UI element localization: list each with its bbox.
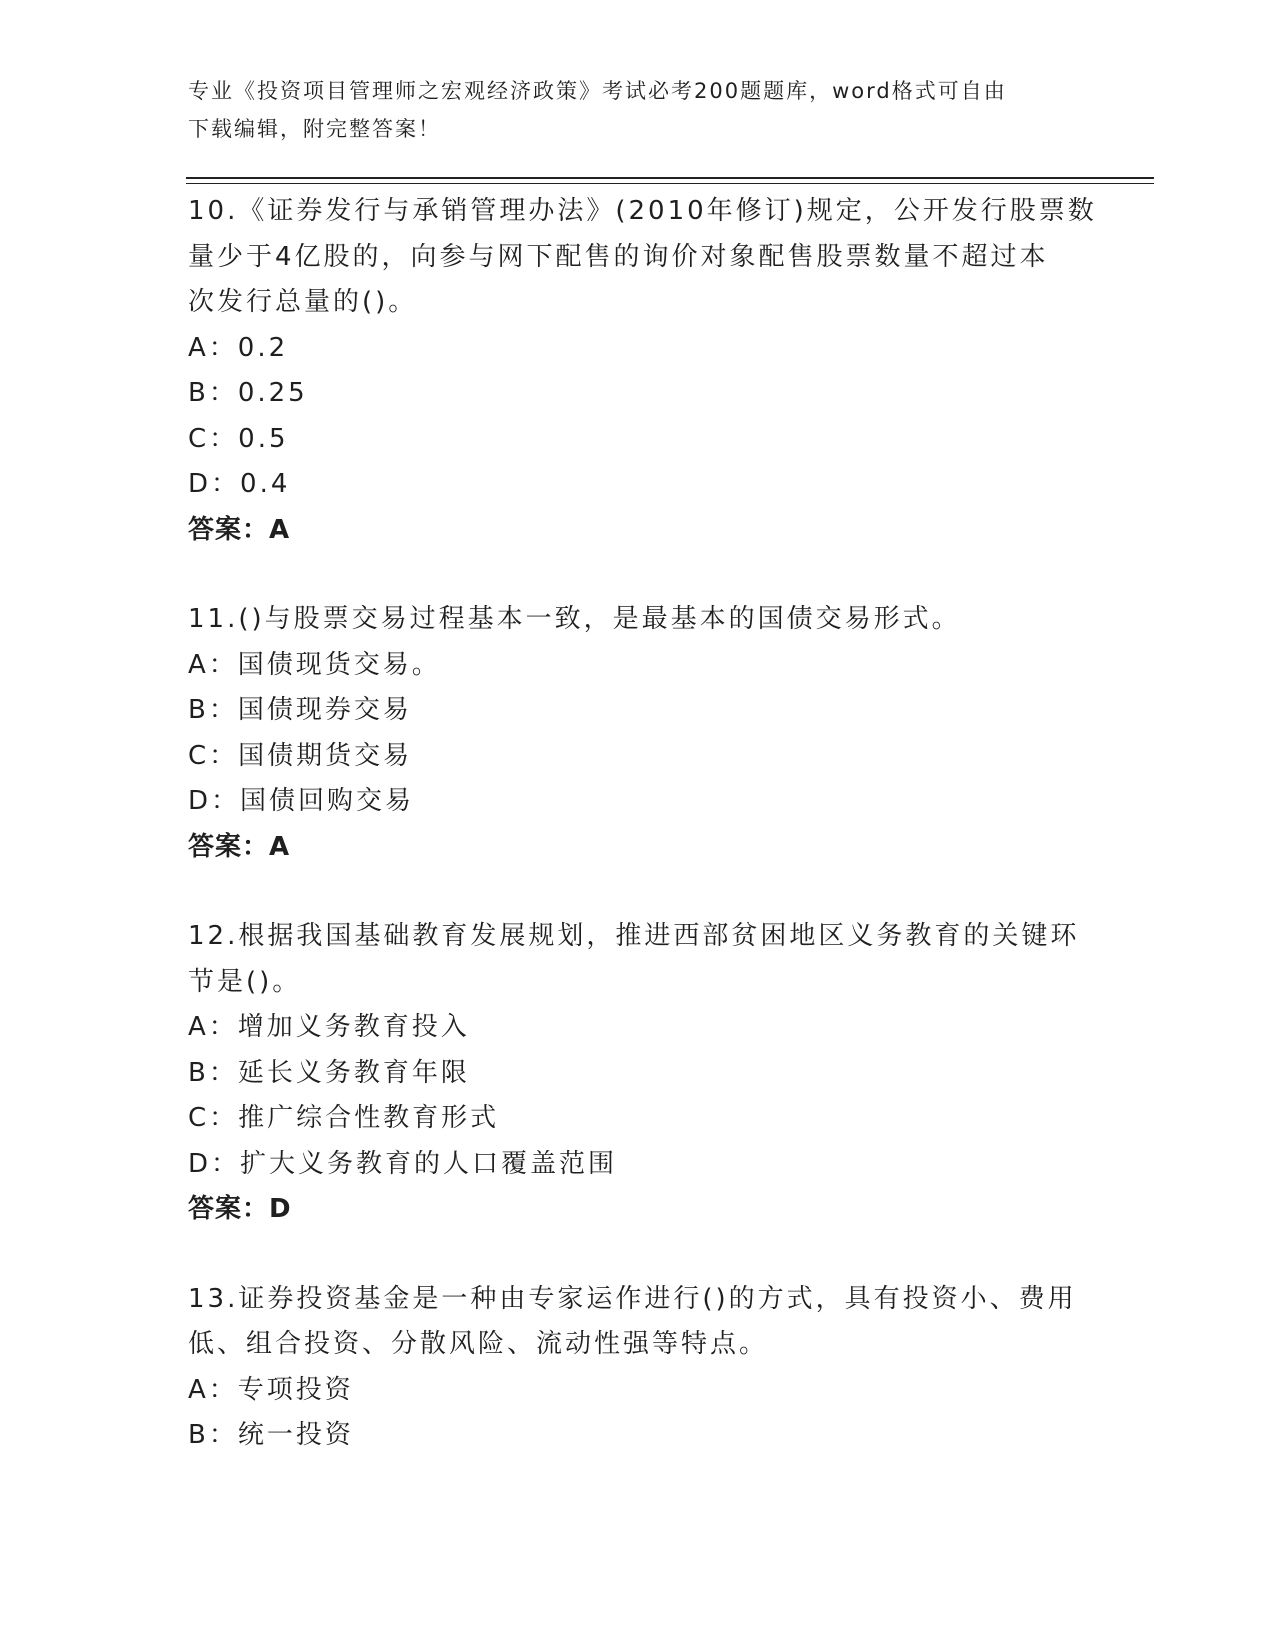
option-b: B：延长义务教育年限 <box>188 1057 470 1088</box>
answer-line: 答案：A <box>188 514 291 545</box>
question-text-line: 低、组合投资、分散风险、流动性强等特点。 <box>188 1329 769 1359</box>
option-a: A：增加义务教育投入 <box>188 1012 470 1042</box>
question-text-line: 12.根据我国基础教育发展规划，推进西部贫困地区义务教育的关键环 <box>188 921 1080 951</box>
answer-line: 答案：D <box>188 1194 292 1224</box>
option-a: A：专项投资 <box>188 1374 354 1405</box>
header-divider-thick <box>186 177 1154 179</box>
option-b: B：国债现券交易 <box>188 695 412 725</box>
option-c: C：国债期货交易 <box>188 740 413 771</box>
question-spacer <box>188 870 1088 914</box>
question-text-line: 节是()。 <box>188 966 302 997</box>
option-d: D：扩大义务教育的人口覆盖范围 <box>188 1148 618 1179</box>
header-divider-thin <box>186 183 1154 184</box>
question-text-line: 10.《证券发行与承销管理办法》(2010年修订)规定，公开发行股票数 <box>188 196 1097 226</box>
option-a: A：国债现货交易。 <box>188 649 441 680</box>
question-10 <box>188 189 1097 553</box>
option-c: C：推广综合性教育形式 <box>188 1103 500 1133</box>
question-text-line: 量少于4亿股的，向参与网下配售的询价对象配售股票数量不超过本 <box>188 241 1049 272</box>
question-list <box>188 189 1097 1459</box>
header-line-2: 下载编辑，附完整答案！ <box>188 117 441 141</box>
question-text-line: 13.证券投资基金是一种由专家运作进行()的方式，具有投资小、费用 <box>188 1283 1077 1314</box>
question-12 <box>188 914 1088 1233</box>
option-b: B：0.25 <box>188 378 308 408</box>
question-text-line: 11.()与股票交易过程基本一致，是最基本的国债交易形式。 <box>188 604 961 634</box>
answer-line: 答案：A <box>188 831 291 862</box>
option-b: B：统一投资 <box>188 1420 354 1450</box>
question-13 <box>188 1277 1088 1459</box>
document-header <box>188 72 1088 148</box>
option-c: C：0.5 <box>188 423 289 454</box>
question-spacer <box>188 1233 1088 1277</box>
question-text-line: 次发行总量的()。 <box>188 287 418 317</box>
question-spacer <box>188 553 1088 597</box>
option-d: D：0.4 <box>188 469 291 499</box>
option-a: A：0.2 <box>188 332 289 363</box>
header-line-1: 专业《投资项目管理师之宏观经济政策》考试必考200题题库，word格式可自由 <box>188 79 1007 103</box>
question-11 <box>188 597 1088 870</box>
option-d: D：国债回购交易 <box>188 786 415 816</box>
